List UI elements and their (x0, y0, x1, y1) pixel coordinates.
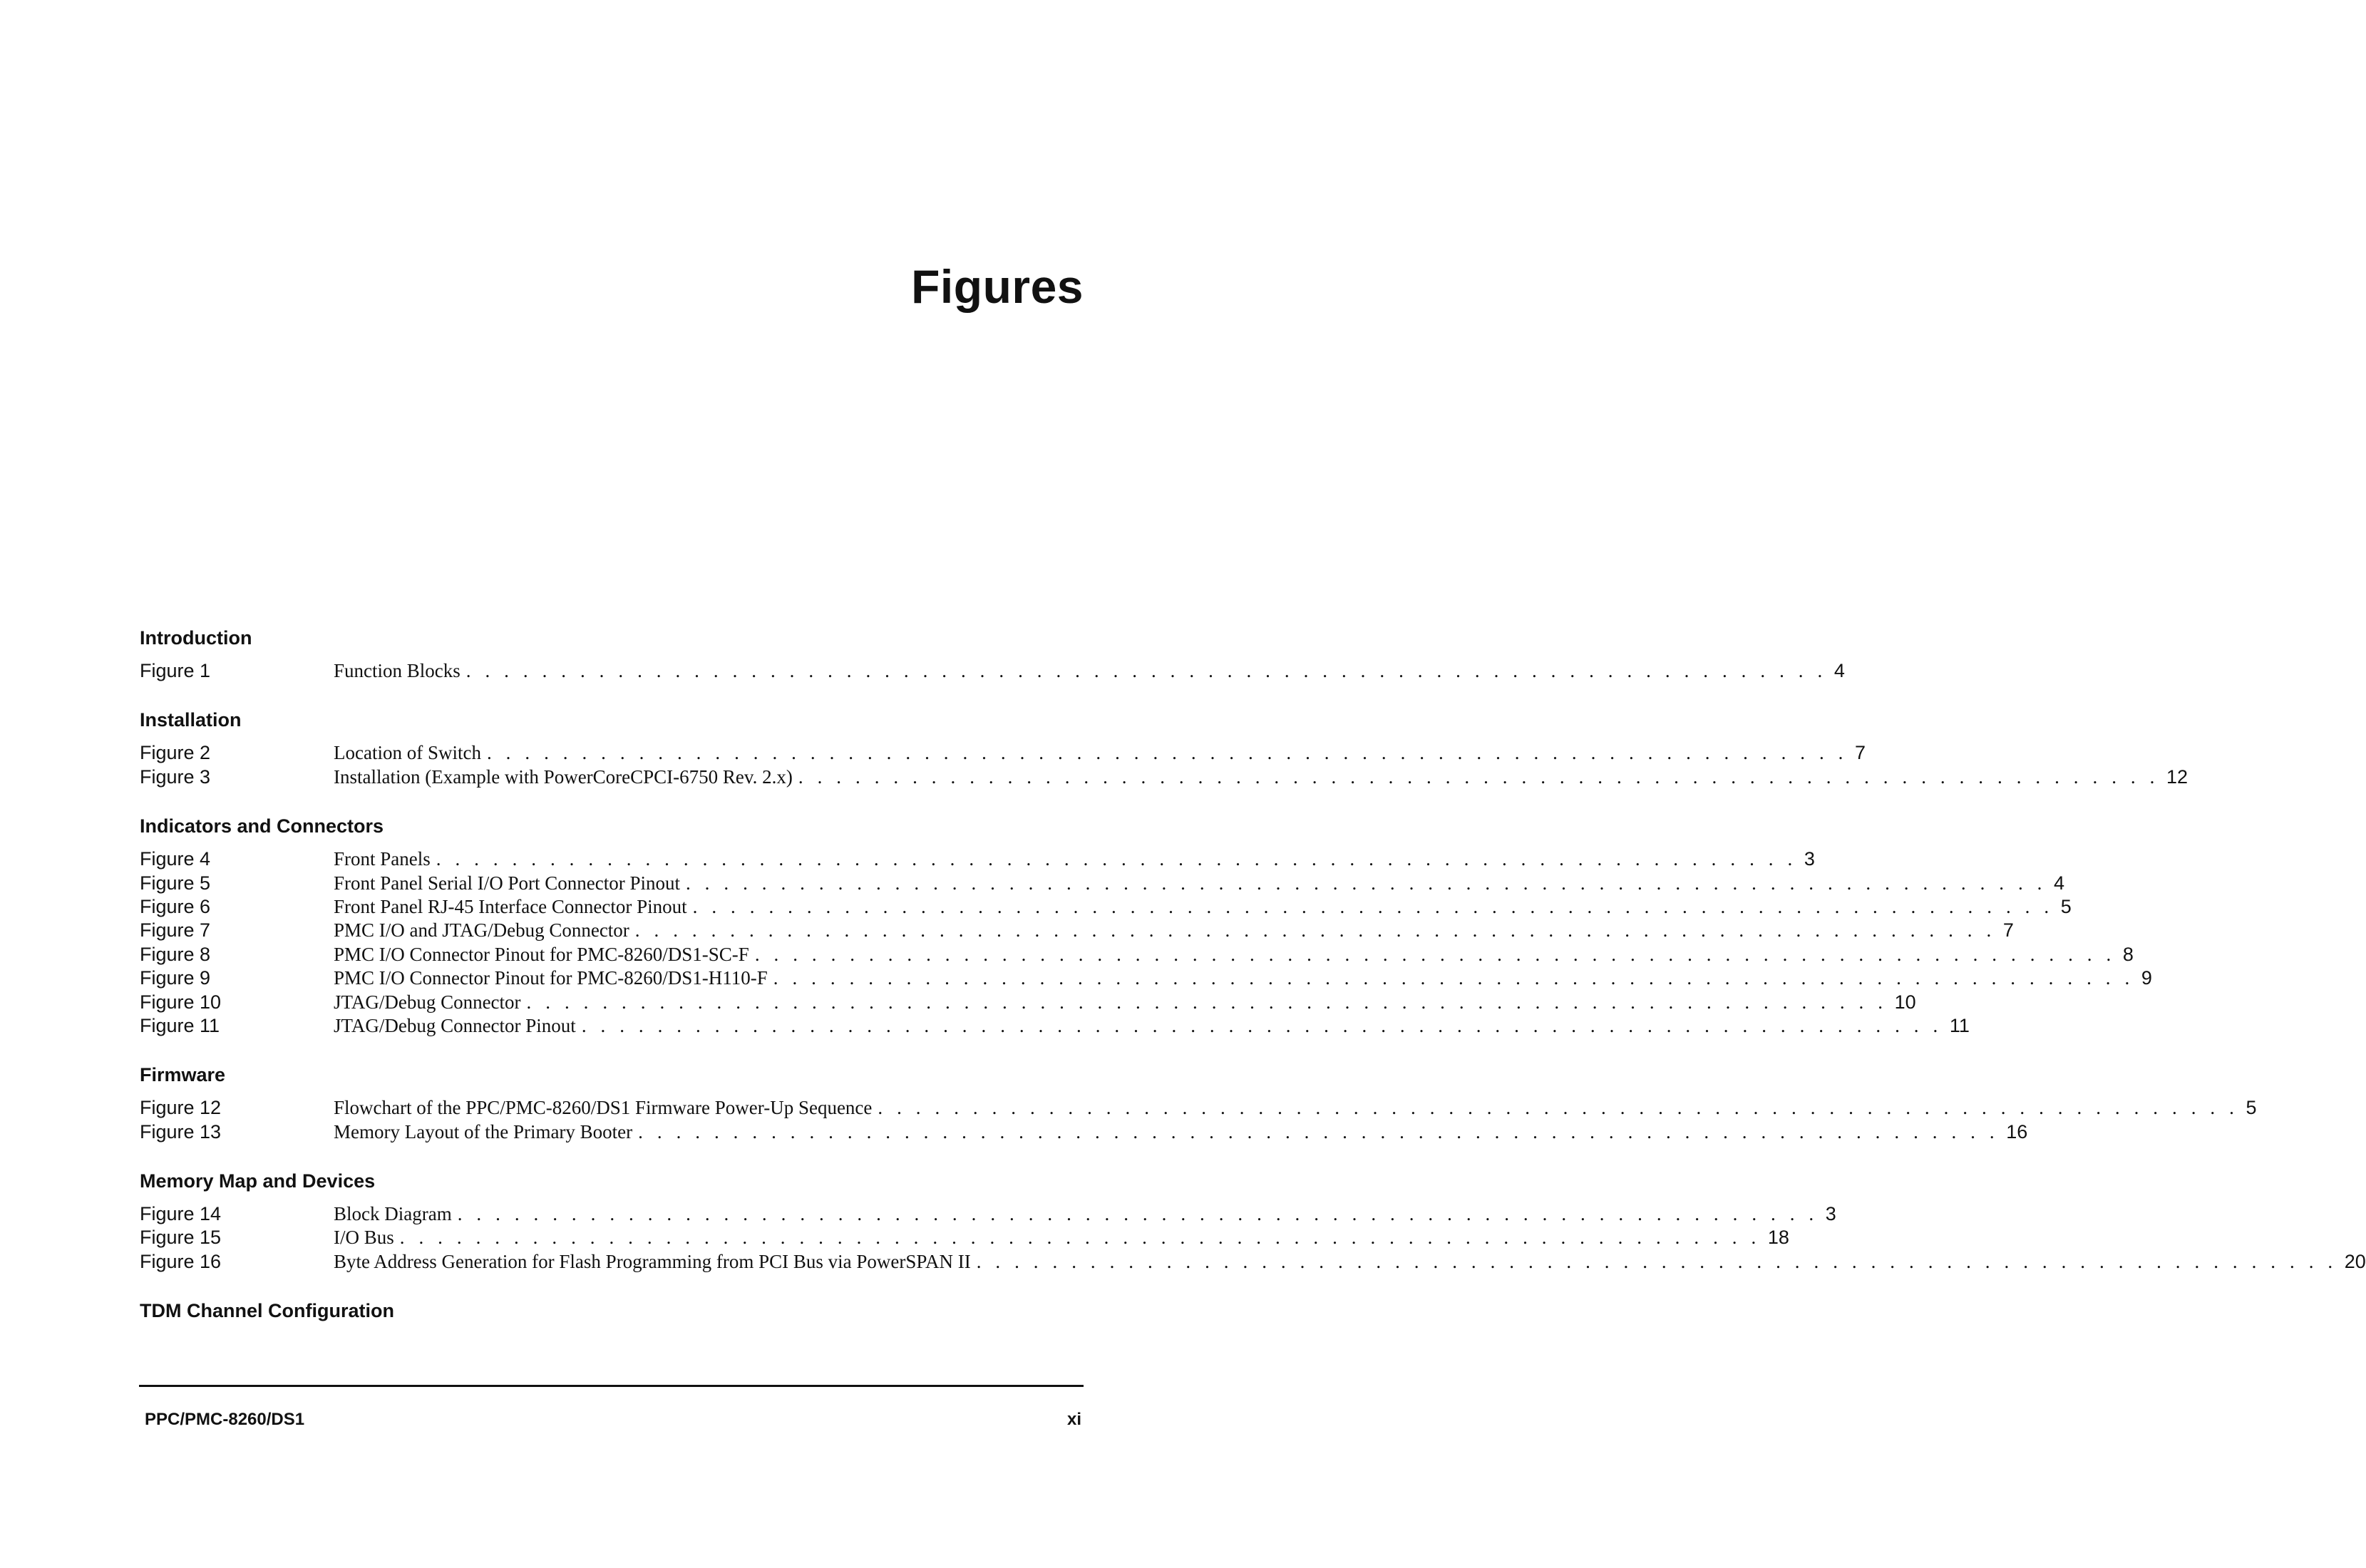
dot-leader: . . . . . . . . . . . . . . . . . . . . . . . . . . . . . . . . . . . . . . . . . . . . . . . . . . . . . . . . . . . . . . . . . . . . . . . . (436, 848, 1797, 870)
figure-label: Figure 6 (140, 895, 211, 917)
figure-page-number: 16 (2006, 1120, 2028, 1143)
figure-label: Figure 9 (140, 967, 211, 989)
dot-leader: . . . . . . . . . . . . . . . . . . . . . . . . . . . . . . . . . . . . . . . . . . . . . . . . . . . . . . . . . . . . . . . . . . . . . . . . (798, 765, 2159, 788)
footer-divider (139, 1385, 1084, 1387)
figure-title: Function Blocks (334, 660, 461, 681)
section-tdm-channel-configuration (140, 1298, 1082, 1324)
figure-page-number: 8 (2122, 943, 2134, 965)
dot-leader: . . . . . . . . . . . . . . . . . . . . . . . . . . . . . . . . . . . . . . . . . . . . . . . . . . . . . . . . . . . . . . . . . . . . . . . . (457, 1203, 1819, 1225)
figure-page-number: 5 (2246, 1097, 2257, 1119)
section-introduction (140, 625, 1845, 683)
figure-title: PMC I/O Connector Pinout for PMC-8260/DS1-SC-F (334, 943, 749, 965)
figure-entry[interactable] (140, 991, 1916, 1014)
figure-label: Figure 4 (140, 848, 211, 870)
figure-page-number: 4 (2054, 872, 2065, 894)
figure-title: Location of Switch (334, 742, 481, 764)
dot-leader: . . . . . . . . . . . . . . . . . . . . . . . . . . . . . . . . . . . . . . . . . . . . . . . . . . . . . . . . . . . . . . . . . . . . . . . . (486, 742, 1848, 764)
section-firmware (140, 1062, 2257, 1144)
section-heading: TDM Channel Configuration (140, 1300, 394, 1322)
figure-page-number: 4 (1833, 660, 1845, 681)
figure-entry[interactable] (140, 1202, 1836, 1226)
figure-entry[interactable] (140, 1250, 2366, 1274)
figure-page-number: 3 (1804, 848, 1815, 870)
section-heading: Firmware (140, 1064, 226, 1086)
dot-leader: . . . . . . . . . . . . . . . . . . . . . . . . . . . . . . . . . . . . . . . . . . . . . . . . . . . . . . . . . . . . . . . . . . . . . . . . (466, 660, 1827, 681)
section-heading: Introduction (140, 627, 252, 649)
figure-title: Block Diagram (334, 1203, 452, 1225)
figure-label: Figure 16 (140, 1250, 222, 1272)
figure-label: Figure 3 (140, 765, 211, 788)
figure-title: Installation (Example with PowerCoreCPCI-6750 Rev. 2.x) (334, 765, 793, 788)
dot-leader: . . . . . . . . . . . . . . . . . . . . . . . . . . . . . . . . . . . . . . . . . . . . . . . . . . . . . . . . . . . . . . . . . . . . . . . . (685, 872, 2047, 894)
dot-leader: . . . . . . . . . . . . . . . . . . . . . . . . . . . . . . . . . . . . . . . . . . . . . . . . . . . . . . . . . . . . . . . . . . . . . . . . (878, 1097, 2239, 1119)
figure-page-number: 11 (1949, 1014, 1970, 1036)
dot-leader: . . . . . . . . . . . . . . . . . . . . . . . . . . . . . . . . . . . . . . . . . . . . . . . . . . . . . . . . . . . . . . . . . . . . . . . . (638, 1120, 2000, 1143)
footer-page-number: xi (1066, 1410, 1081, 1429)
section-heading: Memory Map and Devices (140, 1170, 376, 1192)
section-heading: Indicators and Connectors (140, 815, 384, 837)
figure-label: Figure 14 (140, 1203, 222, 1225)
figure-title: JTAG/Debug Connector (334, 991, 521, 1013)
page-title: Figures (911, 260, 1084, 313)
figure-page-number: 12 (2166, 765, 2188, 788)
figure-title: Front Panels (334, 848, 431, 870)
figure-entry[interactable] (140, 765, 2188, 789)
figure-page-number: 20 (2344, 1250, 2366, 1272)
figure-label: Figure 13 (140, 1120, 222, 1143)
figure-title: I/O Bus (334, 1227, 394, 1249)
figure-title: Memory Layout of the Primary Booter (334, 1120, 633, 1143)
figure-label: Figure 1 (140, 660, 211, 681)
figure-title: Front Panel Serial I/O Port Connector Pinout (334, 872, 680, 894)
figure-label: Figure 12 (140, 1097, 222, 1119)
figures-list (140, 625, 2366, 1348)
dot-leader: . . . . . . . . . . . . . . . . . . . . . . . . . . . . . . . . . . . . . . . . . . . . . . . . . . . . . . . . . . . . . . . . . . . . . . . . (399, 1227, 1761, 1249)
figure-entry[interactable] (140, 659, 1845, 683)
figure-title: Flowchart of the PPC/PMC-8260/DS1 Firmware Power-Up Sequence (334, 1097, 873, 1119)
section-memory-map-and-devices (140, 1168, 2366, 1274)
figure-entry[interactable] (140, 1096, 2257, 1120)
figure-title: JTAG/Debug Connector Pinout (334, 1014, 576, 1036)
figure-entry[interactable] (140, 872, 2065, 895)
figure-label: Figure 10 (140, 991, 222, 1013)
figure-entry[interactable] (140, 943, 2134, 966)
figure-label: Figure 5 (140, 872, 211, 894)
figure-entry[interactable] (140, 847, 1815, 871)
figure-page-number: 5 (2060, 895, 2072, 917)
figure-entry[interactable] (140, 919, 2014, 942)
figure-title: PMC I/O and JTAG/Debug Connector (334, 919, 629, 942)
figure-page-number: 7 (2002, 919, 2014, 942)
figure-label: Figure 8 (140, 943, 211, 965)
section-indicators-and-connectors (140, 813, 2152, 1038)
figure-entry[interactable] (140, 966, 2152, 990)
dot-leader: . . . . . . . . . . . . . . . . . . . . . . . . . . . . . . . . . . . . . . . . . . . . . . . . . . . . . . . . . . . . . . . . . . . . . . . . (754, 943, 2116, 965)
figure-page-number: 3 (1825, 1203, 1836, 1225)
dot-leader: . . . . . . . . . . . . . . . . . . . . . . . . . . . . . . . . . . . . . . . . . . . . . . . . . . . . . . . . . . . . . . . . . . . . . . . . (976, 1250, 2337, 1272)
figure-title: PMC I/O Connector Pinout for PMC-8260/DS1-H110-F (334, 967, 768, 989)
figure-label: Figure 15 (140, 1227, 222, 1249)
dot-leader: . . . . . . . . . . . . . . . . . . . . . . . . . . . . . . . . . . . . . . . . . . . . . . . . . . . . . . . . . . . . . . . . . . . . . . . . (526, 991, 1888, 1013)
figure-entry[interactable] (140, 741, 1866, 765)
figure-entry[interactable] (140, 1014, 1970, 1038)
figure-label: Figure 11 (140, 1014, 220, 1036)
figure-label: Figure 7 (140, 919, 211, 942)
figure-entry[interactable] (140, 1120, 2028, 1144)
figure-title: Byte Address Generation for Flash Programming from PCI Bus via PowerSPAN II (334, 1250, 971, 1272)
figure-title: Front Panel RJ-45 Interface Connector Pinout (334, 895, 687, 917)
dot-leader: . . . . . . . . . . . . . . . . . . . . . . . . . . . . . . . . . . . . . . . . . . . . . . . . . . . . . . . . . . . . . . . . . . . . . . . . (692, 895, 2054, 917)
figure-label: Figure 2 (140, 742, 211, 764)
section-heading: Installation (140, 709, 242, 731)
footer-product-name: PPC/PMC-8260/DS1 (145, 1410, 305, 1429)
figure-page-number: 7 (1855, 742, 1866, 764)
section-installation (140, 707, 2188, 789)
figure-page-number: 18 (1767, 1227, 1789, 1249)
dot-leader: . . . . . . . . . . . . . . . . . . . . . . . . . . . . . . . . . . . . . . . . . . . . . . . . . . . . . . . . . . . . . . . . . . . . . . . . (581, 1014, 1943, 1036)
dot-leader: . . . . . . . . . . . . . . . . . . . . . . . . . . . . . . . . . . . . . . . . . . . . . . . . . . . . . . . . . . . . . . . . . . . . . . . . (634, 919, 1996, 942)
figure-entry[interactable] (140, 1226, 1789, 1249)
figure-entry[interactable] (140, 895, 2072, 919)
figure-page-number: 10 (1894, 991, 1916, 1013)
figure-page-number: 9 (2141, 967, 2152, 989)
dot-leader: . . . . . . . . . . . . . . . . . . . . . . . . . . . . . . . . . . . . . . . . . . . . . . . . . . . . . . . . . . . . . . . . . . . . . . . . (773, 967, 2134, 989)
